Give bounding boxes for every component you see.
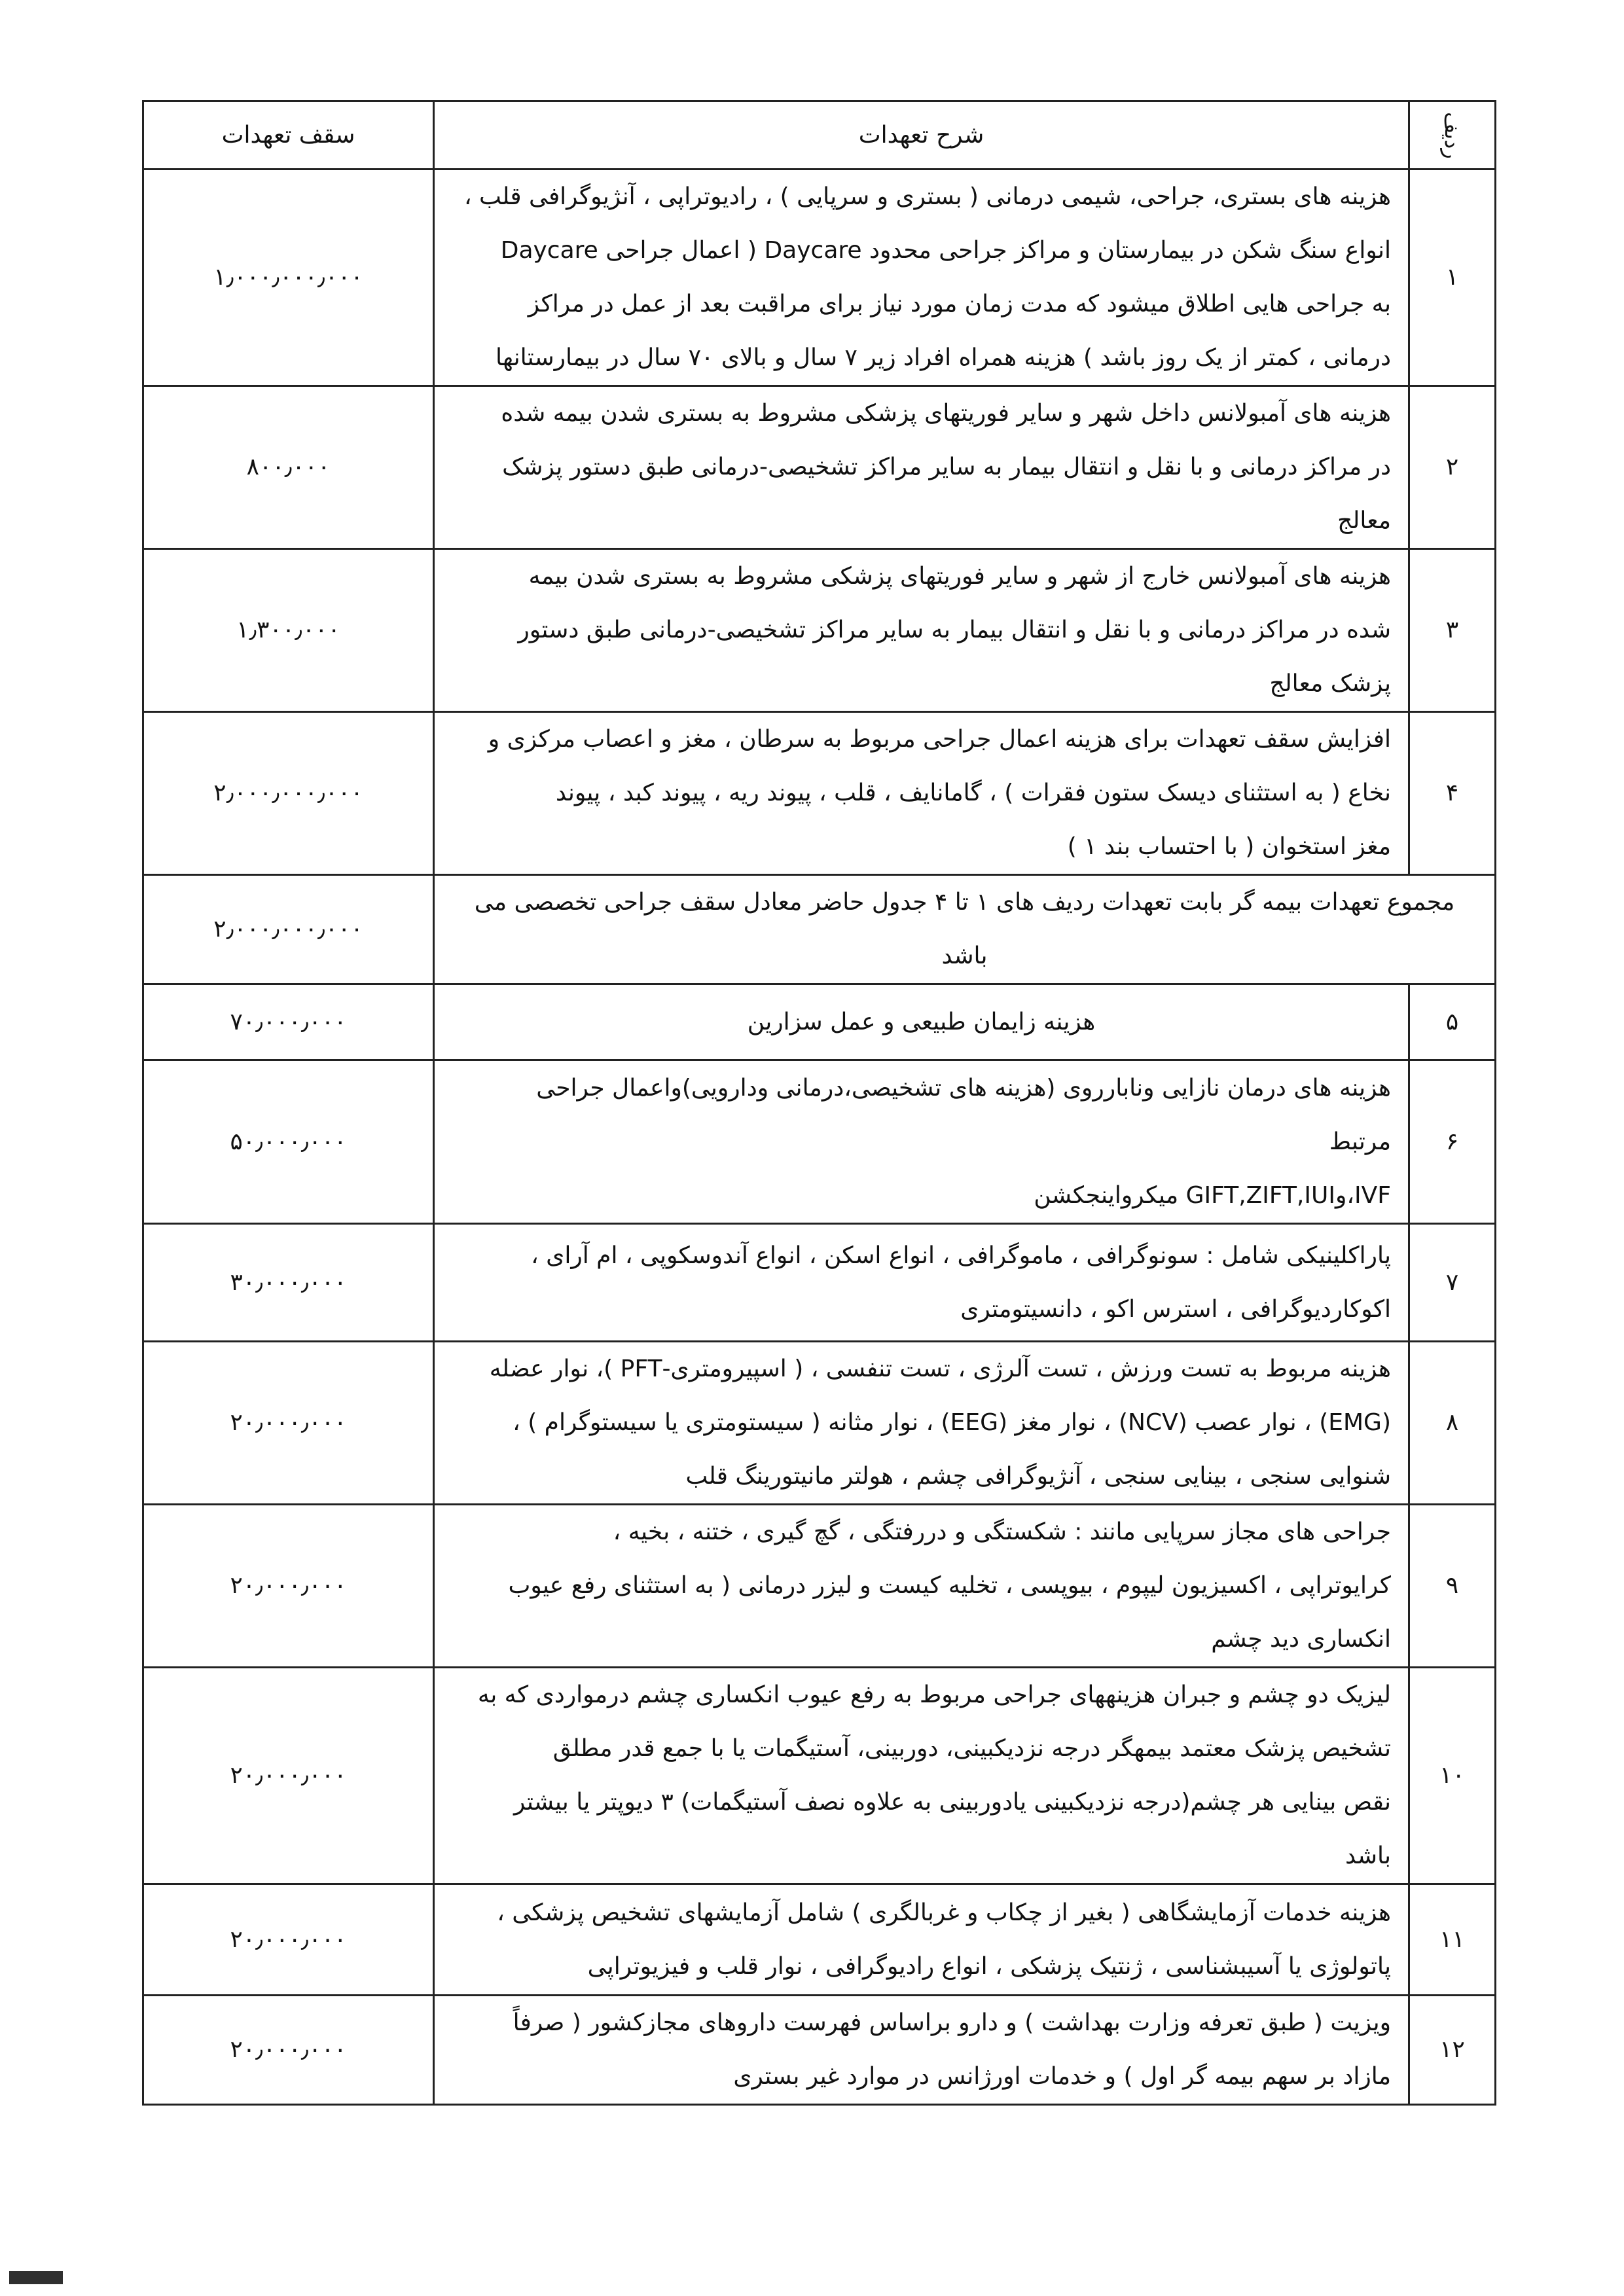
row-ceiling: ۲۰٫۰۰۰٫۰۰۰ xyxy=(143,1342,434,1505)
row-description: هزینه های آمبولانس خارج از شهر و سایر فوریتهای پزشکی مشروط به بستری شدن بیمه شده در مراکز درمانی و با نقل و انتقال بیمار به سایر مراکز تشخیصی-درمانی طبق دستور پزشک معالج xyxy=(434,549,1409,712)
table-row xyxy=(143,386,1496,549)
footer-watermark xyxy=(9,2271,63,2284)
row-number: ۱۰ xyxy=(1409,1668,1496,1884)
row-ceiling: ۱٫۰۰۰٫۰۰۰٫۰۰۰ xyxy=(143,170,434,386)
row-number: ۱۲ xyxy=(1409,1996,1496,2105)
row-number: ۶ xyxy=(1409,1060,1496,1224)
row-description: هزینه خدمات آزمایشگاهی ( بغیر از چکاب و غربالگری ) شامل آزمایشهای تشخیص پزشکی ، پاتولوژی یا آسیبشناسی ، ژنتیک پزشکی ، انواع رادیوگرافی ، نوار قلب و فیزیوتراپی xyxy=(434,1884,1409,1996)
row-number: ۱ xyxy=(1409,170,1496,386)
row-description: پاراکلینیکی شامل : سونوگرافی ، ماموگرافی ، انواع اسکن ، انواع آندوسکوپی ، ام آرای ، اکوکاردیوگرافی ، استرس اکو ، دانسیتومتری xyxy=(434,1224,1409,1342)
header-ceiling: سقف تعهدات xyxy=(143,101,434,170)
table-row xyxy=(143,712,1496,875)
row-ceiling: ۲۰٫۰۰۰٫۰۰۰ xyxy=(143,1996,434,2105)
table-row xyxy=(143,1996,1496,2105)
row-description: هزینه زایمان طبیعی و عمل سزارین xyxy=(434,984,1409,1060)
total-description: مجموع تعهدات بیمه گر بابت تعهدات ردیف های ۱ تا ۴ جدول حاضر معادل سقف جراحی تخصصی می باشد xyxy=(434,875,1496,984)
row-ceiling: ۱٫۳۰۰٫۰۰۰ xyxy=(143,549,434,712)
row-description: هزینه مربوط به تست ورزش ، تست آلرژی ، تست تنفسی ، ( اسپیرومتری-PFT )، نوار عضله (EMG) ، نوار عصب (NCV) ، نوار مغز (EEG) ، نوار مثانه ( سیستومتری یا سیستوگرام ) ، شنوایی سنجی ، بینایی سنجی ، آنژیوگرافی چشم ، هولتر مانیتورینگ قلب xyxy=(434,1342,1409,1505)
row-ceiling: ۲۰٫۰۰۰٫۰۰۰ xyxy=(143,1505,434,1668)
row-number: ۵ xyxy=(1409,984,1496,1060)
header-number: ردیف xyxy=(1409,101,1496,170)
row-description: جراحی های مجاز سرپایی مانند : شکستگی و دررفتگی ، گچ گیری ، ختنه ، بخیه ، کرایوتراپی ، اکسیزیون لیپوم ، بیوپسی ، تخلیه کیست و لیزر درمانی ( به استثنای رفع عیوب انکساری دید چشم xyxy=(434,1505,1409,1668)
table-row xyxy=(143,549,1496,712)
total-row xyxy=(143,875,1496,984)
row-description: افزایش سقف تعهدات برای هزینه اعمال جراحی مربوط به سرطان ، مغز و اعصاب مرکزی و نخاع ( به استثنای دیسک ستون فقرات ) ، گامانایف ، قلب ، پیوند ریه ، پیوند کبد ، پیوند مغز استخوان ( با احتساب بند ۱ ) xyxy=(434,712,1409,875)
row-description: لیزیک دو چشم و جبران هزینههای جراحی مربوط به رفع عیوب انکساری چشم درمواردی که به تشخیص پزشک معتمد بیمهگر درجه نزدیکبینی، دوربینی، آستیگمات یا با جمع قدر مطلق نقص بینایی هر چشم(درجه نزدیکبینی یادوربینی به علاوه نصف آستیگمات) ۳ دیوپتر یا بیشتر باشد xyxy=(434,1668,1409,1884)
row-number: ۹ xyxy=(1409,1505,1496,1668)
table-row xyxy=(143,1884,1496,1996)
row-number: ۸ xyxy=(1409,1342,1496,1505)
row-number: ۴ xyxy=(1409,712,1496,875)
row-number: ۱۱ xyxy=(1409,1884,1496,1996)
header-description: شرح تعهدات xyxy=(434,101,1409,170)
row-ceiling: ۵۰٫۰۰۰٫۰۰۰ xyxy=(143,1060,434,1224)
table-row xyxy=(143,1668,1496,1884)
table-row xyxy=(143,170,1496,386)
table-header-row xyxy=(143,101,1496,170)
row-ceiling: ۳۰٫۰۰۰٫۰۰۰ xyxy=(143,1224,434,1342)
total-ceiling: ۲٫۰۰۰٫۰۰۰٫۰۰۰ xyxy=(143,875,434,984)
row-number: ۷ xyxy=(1409,1224,1496,1342)
table-row xyxy=(143,1060,1496,1224)
row-number: ۳ xyxy=(1409,549,1496,712)
row-description: ویزیت ( طبق تعرفه وزارت بهداشت ) و دارو براساس فهرست داروهای مجازکشور ( صرفاً مازاد بر سهم بیمه گر اول ) و خدمات اورژانس در موارد غیر بستری xyxy=(434,1996,1409,2105)
row-ceiling: ۸۰۰٫۰۰۰ xyxy=(143,386,434,549)
row-description: هزینه های بستری، جراحی، شیمی درمانی ( بستری و سرپایی ) ، رادیوتراپی ، آنژیوگرافی قلب ، انواع سنگ شکن در بیمارستان و مراکز جراحی محدود Daycare ( اعمال جراحی Daycare به جراحی هایی اطلاق میشود که مدت زمان مورد نیاز برای مراقبت بعد از عمل در مراکز درمانی ، کمتر از یک روز باشد ) هزینه همراه افراد زیر ۷ سال و بالای ۷۰ سال در بیمارستانها xyxy=(434,170,1409,386)
row-ceiling: ۷۰٫۰۰۰٫۰۰۰ xyxy=(143,984,434,1060)
row-ceiling: ۲۰٫۰۰۰٫۰۰۰ xyxy=(143,1668,434,1884)
table-row xyxy=(143,1342,1496,1505)
row-description: هزینه های آمبولانس داخل شهر و سایر فوریتهای پزشکی مشروط به بستری شدن بیمه شده در مراکز درمانی و با نقل و انتقال بیمار به سایر مراکز تشخیصی-درمانی طبق دستور پزشک معالج xyxy=(434,386,1409,549)
table-row xyxy=(143,984,1496,1060)
row-ceiling: ۲٫۰۰۰٫۰۰۰٫۰۰۰ xyxy=(143,712,434,875)
coverage-table xyxy=(142,100,1496,2106)
row-description: هزینه های درمان نازایی ونابارروی (هزینه های تشخیصی،درمانی ودارویی)واعمال جراحی مرتبط IVF،وGIFT,ZIFT,IUI میکرواینجکشن xyxy=(434,1060,1409,1224)
row-ceiling: ۲۰٫۰۰۰٫۰۰۰ xyxy=(143,1884,434,1996)
table-row xyxy=(143,1224,1496,1342)
row-number: ۲ xyxy=(1409,386,1496,549)
table-row xyxy=(143,1505,1496,1668)
